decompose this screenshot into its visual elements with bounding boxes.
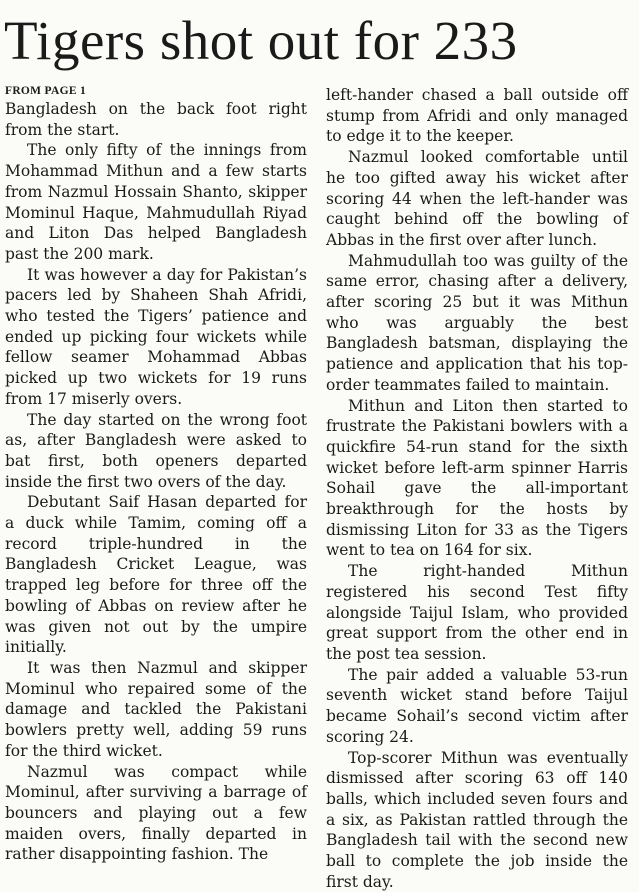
paragraph: Nazmul was compact while Mominul, after surviving a barrage of bouncers and playing out a few maiden overs, finally departed in rather disappointing fashion. The	[5, 762, 307, 864]
paragraph: Nazmul looked comfortable until he too gifted away his wicket after scoring 44 when the left-hander was caught behind off the bowling of Abbas in the first over after lunch.	[326, 148, 628, 249]
paragraph: It was however a day for Pakistan’s pacers led by Shaheen Shah Afridi, who tested the Tigers’ patience and ended up picking four wickets while fellow seamer Mohammad Abbas picked up two wickets for 19 runs from 17 miserly overs.	[5, 265, 307, 408]
paragraph: Bangladesh on the back foot right from the start.	[5, 100, 307, 139]
paragraph: It was then Nazmul and skipper Mominul who repaired some of the damage and tackled the Pakistani bowlers pretty well, adding 59 runs for the third wicket.	[5, 658, 307, 760]
paragraph: The pair added a valuable 53-run seventh wicket stand before Taijul became Sohail’s second victim after scoring 24.	[326, 665, 628, 746]
paragraph: The day started on the wrong foot as, after Bangladesh were asked to bat first, both openers departed inside the first two overs of the day.	[5, 410, 307, 491]
headline: Tigers shot out for 233	[4, 10, 518, 71]
paragraph: left-hander chased a ball outside off stump from Afridi and only managed to edge it to the keeper.	[326, 86, 628, 146]
paragraph: Top-scorer Mithun was eventually dismissed after scoring 63 off 140 balls, which included seven fours and a six, as Pakistan rattled through the Bangladesh tail with the second new ball to complete the job inside the first day.	[326, 748, 628, 891]
column-1	[5, 85, 307, 892]
paragraph: Debutant Saif Hasan departed for a duck while Tamim, coming off a record triple-hundred in the Bangladesh Cricket League, was trapped leg before for three off the bowling of Abbas on review after he was given not out by the umpire initially.	[5, 493, 307, 657]
paragraph: Mithun and Liton then started to frustrate the Pakistani bowlers with a quickfire 54-run stand for the sixth wicket before left-arm spinner Harris Sohail gave the all-important breakthrough for the hosts by dismissing Liton for 33 as the Tigers went to tea on 164 for six.	[326, 396, 628, 560]
dateline: FROM PAGE 1	[5, 85, 87, 97]
article-body	[5, 85, 628, 892]
paragraph: Mahmudullah too was guilty of the same error, chasing after a delivery, after scoring 25 but it was Mithun who was arguably the best Bangladesh batsman, displaying the patience and application that his top-order teammates failed to maintain.	[326, 251, 628, 394]
column-2	[326, 85, 628, 892]
paragraph: The right-handed Mithun registered his second Test fifty alongside Taijul Islam, who provided great support from the other end in the post tea session.	[326, 562, 628, 663]
paragraph: The only fifty of the innings from Mohammad Mithun and a few starts from Nazmul Hossain Shanto, skipper Mominul Haque, Mahmudullah Riyad and Liton Das helped Bangladesh past the 200 mark.	[5, 141, 307, 263]
